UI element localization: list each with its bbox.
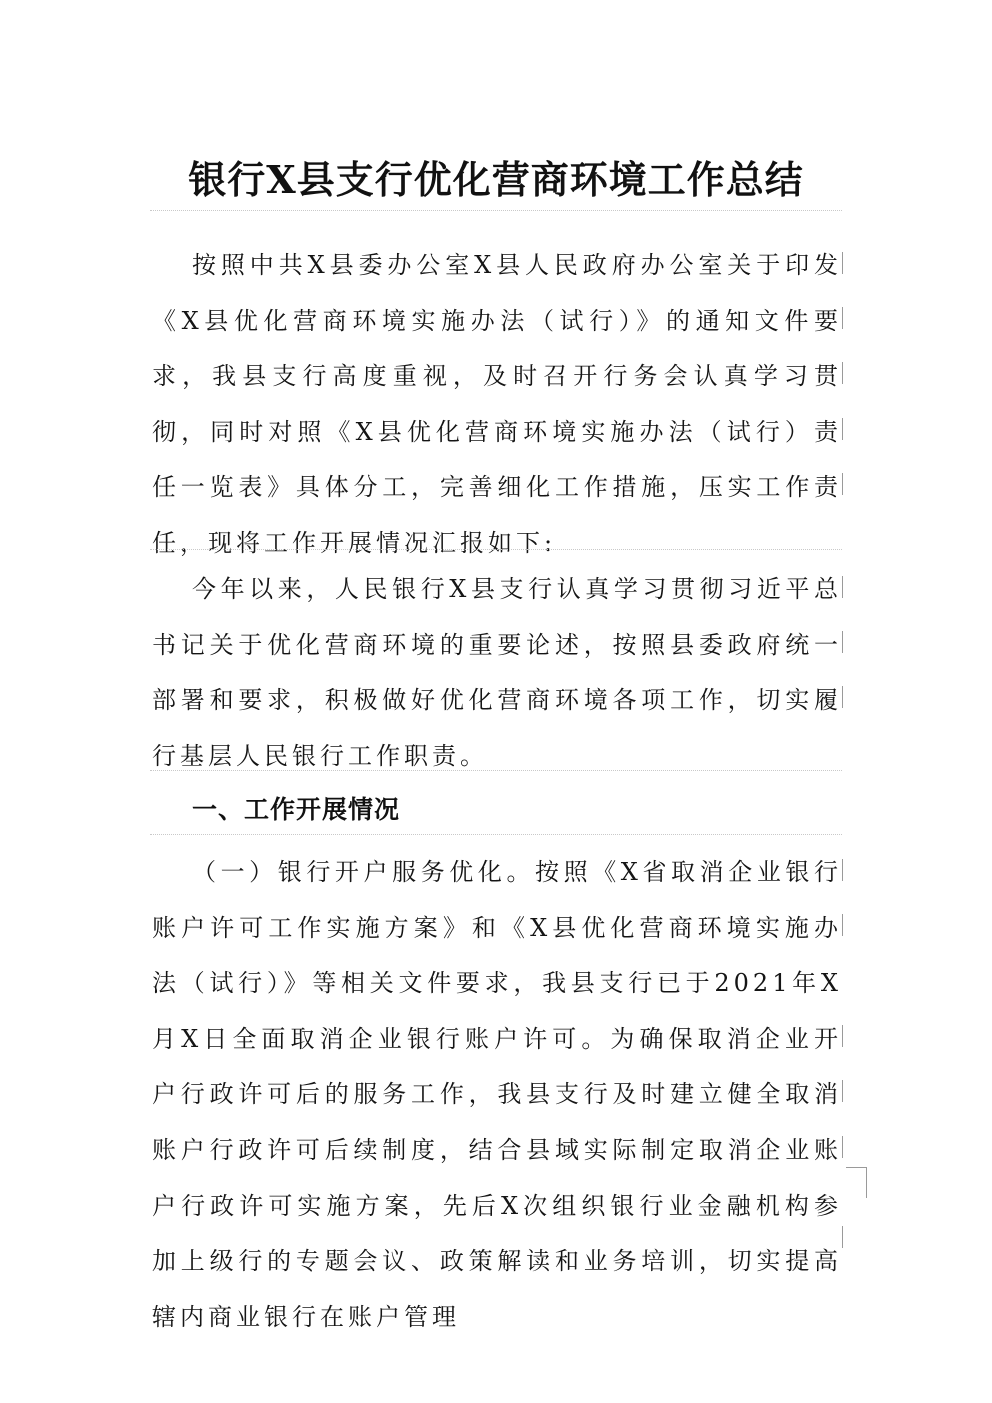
margin-mark — [842, 1226, 843, 1248]
margin-mark — [842, 859, 843, 881]
margin-mark — [842, 1136, 843, 1158]
margin-mark — [842, 576, 843, 598]
margin-mark — [842, 1025, 843, 1047]
paragraph-separator — [150, 770, 842, 771]
section-paragraph: （一）银行开户服务优化。按照《X省取消企业银行账户许可工作实施方案》和《X县优化营商环境实施办法（试行）》等相关文件要求，我县支行已于2021年X月X日全面取消企业银行账户许可。为确保取消企业开户行政许可后的服务工作，我县支行及时建立健全取消账户行政许可后续制度，结合县域实际制定取消企业账户行政许可实施方案，先后X次组织银行业金融机构参加上级行的专题会议、政策解读和业务培训，切实提高辖内商业银行在账户管理 — [152, 858, 842, 1331]
document-title: 银行X县支行优化营商环境工作总结 — [188, 157, 804, 202]
margin-mark — [842, 307, 843, 329]
section-heading: 一、工作开展情况 — [192, 795, 401, 824]
margin-mark — [842, 1080, 843, 1102]
margin-mark — [842, 473, 843, 495]
margin-mark — [842, 362, 843, 384]
paragraph-separator — [150, 549, 842, 550]
margin-mark — [842, 686, 843, 708]
paragraph-separator — [150, 210, 842, 211]
margin-mark — [842, 631, 843, 653]
intro-paragraph: 按照中共X县委办公室X县人民政府办公室关于印发《X县优化营商环境实施办法（试行）》的通知文件要求，我县支行高度重视，及时召开行务会认真学习贯彻，同时对照《X县优化营商环境实施办法（试行）责任一览表》具体分工，完善细化工作措施，压实工作责任，现将工作开展情况汇报如下: — [152, 251, 842, 557]
margin-mark — [842, 252, 843, 274]
summary-paragraph: 今年以来，人民银行X县支行认真学习贯彻习近平总书记关于优化营商环境的重要论述，按照县委政府统一部署和要求，积极做好优化营商环境各项工作，切实履行基层人民银行工作职责。 — [152, 575, 842, 770]
margin-corner-mark — [846, 1167, 867, 1198]
margin-mark — [842, 418, 843, 440]
paragraph-separator — [150, 834, 842, 835]
margin-mark — [842, 914, 843, 936]
